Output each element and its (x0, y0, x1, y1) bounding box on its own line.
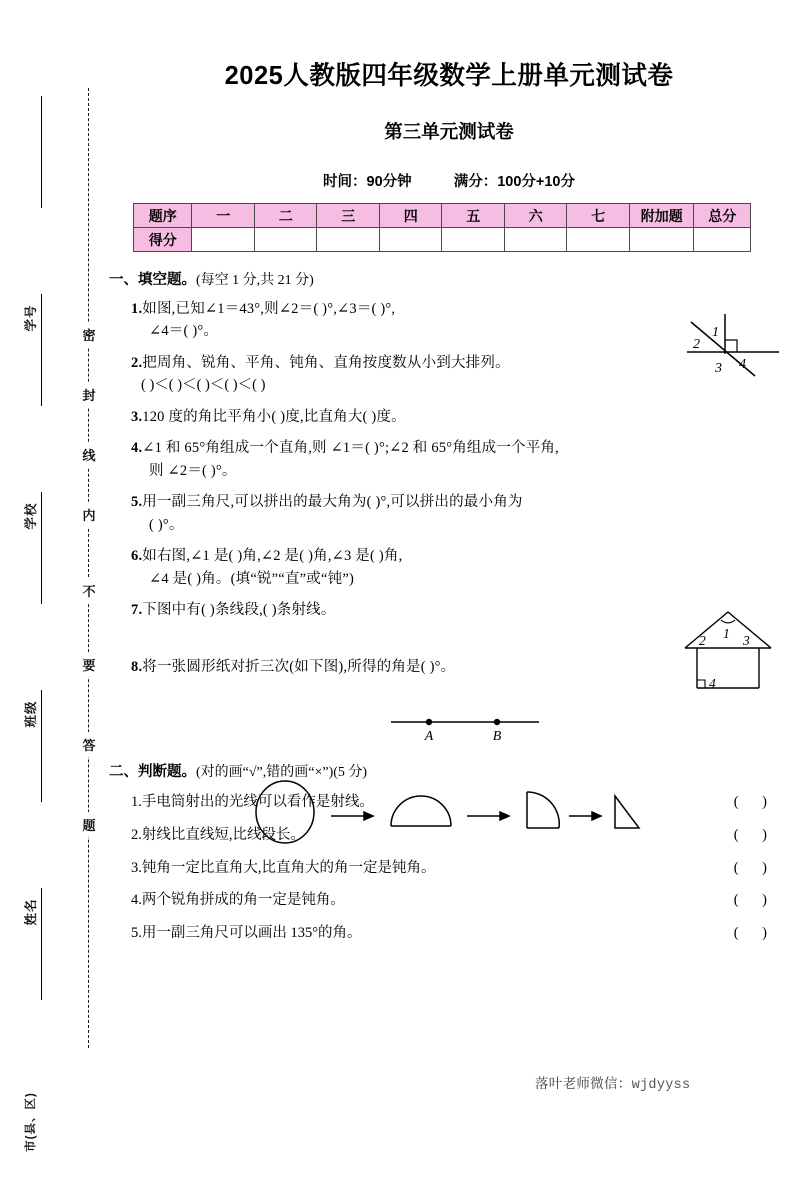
score-cell-6[interactable] (504, 228, 567, 252)
section-1-paren: (每空 1 分,共 21 分) (196, 273, 314, 288)
figure-q1-label-3: 3 (715, 361, 722, 376)
tf-answer-box-2[interactable]: ( ) (733, 826, 777, 843)
exam-score-label: 满分：100分+10分 (453, 174, 575, 190)
question-1-line2: ∠4＝( )°。 (149, 323, 219, 340)
exam-time-label: 时间：90分钟 (323, 174, 412, 190)
score-table-header-6: 六 (504, 204, 567, 228)
question-8-line1: 将一张圆形纸对折三次(如下图),所得的角是( )°。 (142, 658, 456, 675)
exam-meta (105, 170, 793, 191)
section-2-number: 二、 (109, 764, 138, 781)
page-subtitle: 第三单元测试卷 (384, 121, 514, 142)
question-2-line1: 把周角、锐角、平角、钝角、直角按度数从小到大排列。 (142, 354, 510, 371)
seal-char-3: 内 (81, 502, 97, 527)
question-4 (131, 437, 793, 482)
score-table-header-1: 一 (192, 204, 255, 228)
question-5-line2: ( )°。 (149, 516, 184, 533)
seal-rule-3 (41, 492, 42, 604)
figure-q6-label-1: 1 (723, 626, 730, 641)
score-table-header-0: 题序 (134, 204, 192, 228)
question-4-line1: ∠1 和 65°角组成一个直角,则 ∠1＝( )°;∠2 和 65°角组成一个平角, (142, 440, 559, 457)
question-6-index: 6. (131, 548, 143, 565)
footer-watermark (535, 1072, 690, 1093)
tf-question-1-text: 手电筒射出的光线可以看作是射线。 (141, 794, 374, 811)
score-table-header-8: 附加题 (629, 204, 694, 228)
table-row-score (134, 228, 751, 252)
table-row-header (134, 204, 751, 228)
figure-q8-semicircle (391, 796, 451, 826)
seal-rule-1 (41, 96, 42, 208)
score-cell-7[interactable] (567, 228, 630, 252)
figure-q8-eighth (615, 796, 639, 828)
section-2-paren: (对的画“√”,错的画“×”)(5 分) (196, 765, 368, 781)
question-5 (131, 491, 793, 536)
figure-q6-label-3: 3 (743, 633, 750, 648)
question-6 (131, 545, 793, 590)
footer-note-prefix: 落叶老师微信： (535, 1076, 632, 1091)
figure-q1-label-1: 1 (712, 325, 719, 340)
seal-label-city-district: 市(县、区) (25, 1092, 37, 1152)
figure-intersecting-lines-angles (681, 310, 785, 384)
question-6-line1: 如右图,∠1 是( )角,∠2 是( )角,∠3 是( )角, (142, 548, 403, 565)
section-heading-fill-in-blank (109, 268, 793, 289)
figure-q7-label-b: B (492, 729, 502, 744)
seal-rule-4 (41, 690, 42, 802)
seal-rule-5 (41, 888, 42, 1000)
figure-q1-label-2: 2 (693, 337, 700, 352)
question-5-line1: 用一副三角尺,可以拼出的最大角为( )°,可以拼出的最小角为 (142, 494, 523, 511)
figure-line-with-points (385, 710, 545, 746)
figure-q8-arrow-1 (331, 812, 373, 820)
tf-answer-box-5[interactable]: ( ) (733, 925, 777, 942)
question-3 (131, 406, 793, 428)
seal-char-4: 不 (81, 578, 97, 603)
figure-q8-circle (256, 781, 314, 843)
question-6-line2: ∠4 是( )角。(填“锐”“直”或“钝”) (149, 570, 354, 587)
score-table (133, 203, 751, 252)
question-5-index: 5. (131, 494, 143, 511)
seal-dashed-line (88, 88, 89, 1048)
seal-label-name: 姓名 (24, 898, 38, 926)
seal-char-7: 题 (81, 812, 97, 837)
score-table-header-7: 七 (567, 204, 630, 228)
section-2-name: 判断题。 (138, 764, 196, 781)
seal-char-6: 答 (81, 732, 97, 757)
tf-question-4-text: 两个锐角拼成的角一定是钝角。 (141, 892, 345, 909)
tf-question-4 (131, 890, 793, 912)
figure-q8-arrow-2 (467, 812, 509, 820)
figure-q1-label-4: 4 (739, 357, 746, 372)
seal-label-school: 学校 (24, 502, 38, 530)
question-7-line1: 下图中有( )条线段,( )条射线。 (142, 602, 336, 619)
score-table-header-9: 总分 (694, 204, 751, 228)
page-title: 2025人教版四年级数学上册单元测试卷 (224, 62, 674, 90)
seal-char-5: 要 (81, 652, 97, 677)
tf-answer-box-1[interactable]: ( ) (733, 794, 777, 811)
tf-question-5-text: 用一副三角尺可以画出 135°的角。 (141, 925, 362, 942)
footer-note-wechat: wjdyyss (631, 1078, 691, 1093)
figure-circle-folding-sequence (245, 776, 645, 848)
question-4-index: 4. (131, 440, 143, 457)
tf-answer-box-3[interactable]: ( ) (733, 859, 777, 876)
section-1-name: 填空题。 (138, 272, 196, 288)
question-1-line1: 如图,已知∠1＝43°,则∠2＝( )°,∠3＝( )°, (142, 301, 396, 317)
figure-q7-label-a: A (424, 729, 434, 744)
figure-q6-label-2: 2 (699, 633, 706, 648)
score-cell-total[interactable] (694, 228, 751, 252)
tf-question-2-index: 2. (131, 826, 142, 843)
question-8-index: 8. (131, 658, 143, 675)
tf-question-3-text: 钝角一定比直角大,比直角大的角一定是钝角。 (141, 859, 436, 876)
question-2-line2: ( )＜( )＜( )＜( )＜( ) (141, 377, 266, 394)
score-cell-extra[interactable] (629, 228, 694, 252)
question-4-line2: 则 ∠2＝( )°。 (149, 462, 237, 479)
tf-question-3 (131, 858, 793, 880)
seal-char-1: 封 (81, 382, 97, 407)
question-1-index: 1. (131, 301, 143, 317)
tf-answer-box-4[interactable]: ( ) (733, 892, 777, 909)
score-table-header-5: 五 (442, 204, 505, 228)
seal-margin (0, 0, 105, 1152)
tf-question-2-text: 射线比直线短,比线段长。 (141, 826, 305, 843)
figure-q8-quarter (527, 792, 559, 828)
score-cell-4[interactable] (379, 228, 442, 252)
question-7-index: 7. (131, 602, 143, 619)
tf-question-4-index: 4. (131, 892, 142, 909)
seal-label-class: 班级 (24, 700, 38, 728)
tf-question-5 (131, 923, 793, 945)
exam-page (105, 0, 793, 1122)
seal-char-2: 线 (81, 442, 97, 467)
section-1-number: 一、 (109, 272, 138, 288)
figure-house-shape-angles (673, 598, 783, 696)
score-cell-2[interactable] (254, 228, 317, 252)
question-3-index: 3. (131, 408, 143, 425)
score-cell-1[interactable] (192, 228, 255, 252)
score-table-header-2: 二 (254, 204, 317, 228)
score-table-header-4: 四 (379, 204, 442, 228)
figure-q8-arrow-3 (569, 812, 601, 820)
score-cell-5[interactable] (442, 228, 505, 252)
seal-label-student-id: 学号 (24, 304, 38, 332)
figure-q6-label-4: 4 (709, 676, 716, 691)
seal-char-0: 密 (81, 322, 97, 347)
tf-question-3-index: 3. (131, 859, 142, 876)
tf-question-5-index: 5. (131, 925, 142, 942)
tf-question-1-index: 1. (131, 794, 142, 811)
question-3-line1: 120 度的角比平角小( )度,比直角大( )度。 (142, 408, 406, 425)
score-cell-3[interactable] (317, 228, 380, 252)
seal-rule-2 (41, 294, 42, 406)
score-table-row-label: 得分 (134, 228, 192, 252)
score-table-header-3: 三 (317, 204, 380, 228)
question-2-index: 2. (131, 354, 143, 371)
